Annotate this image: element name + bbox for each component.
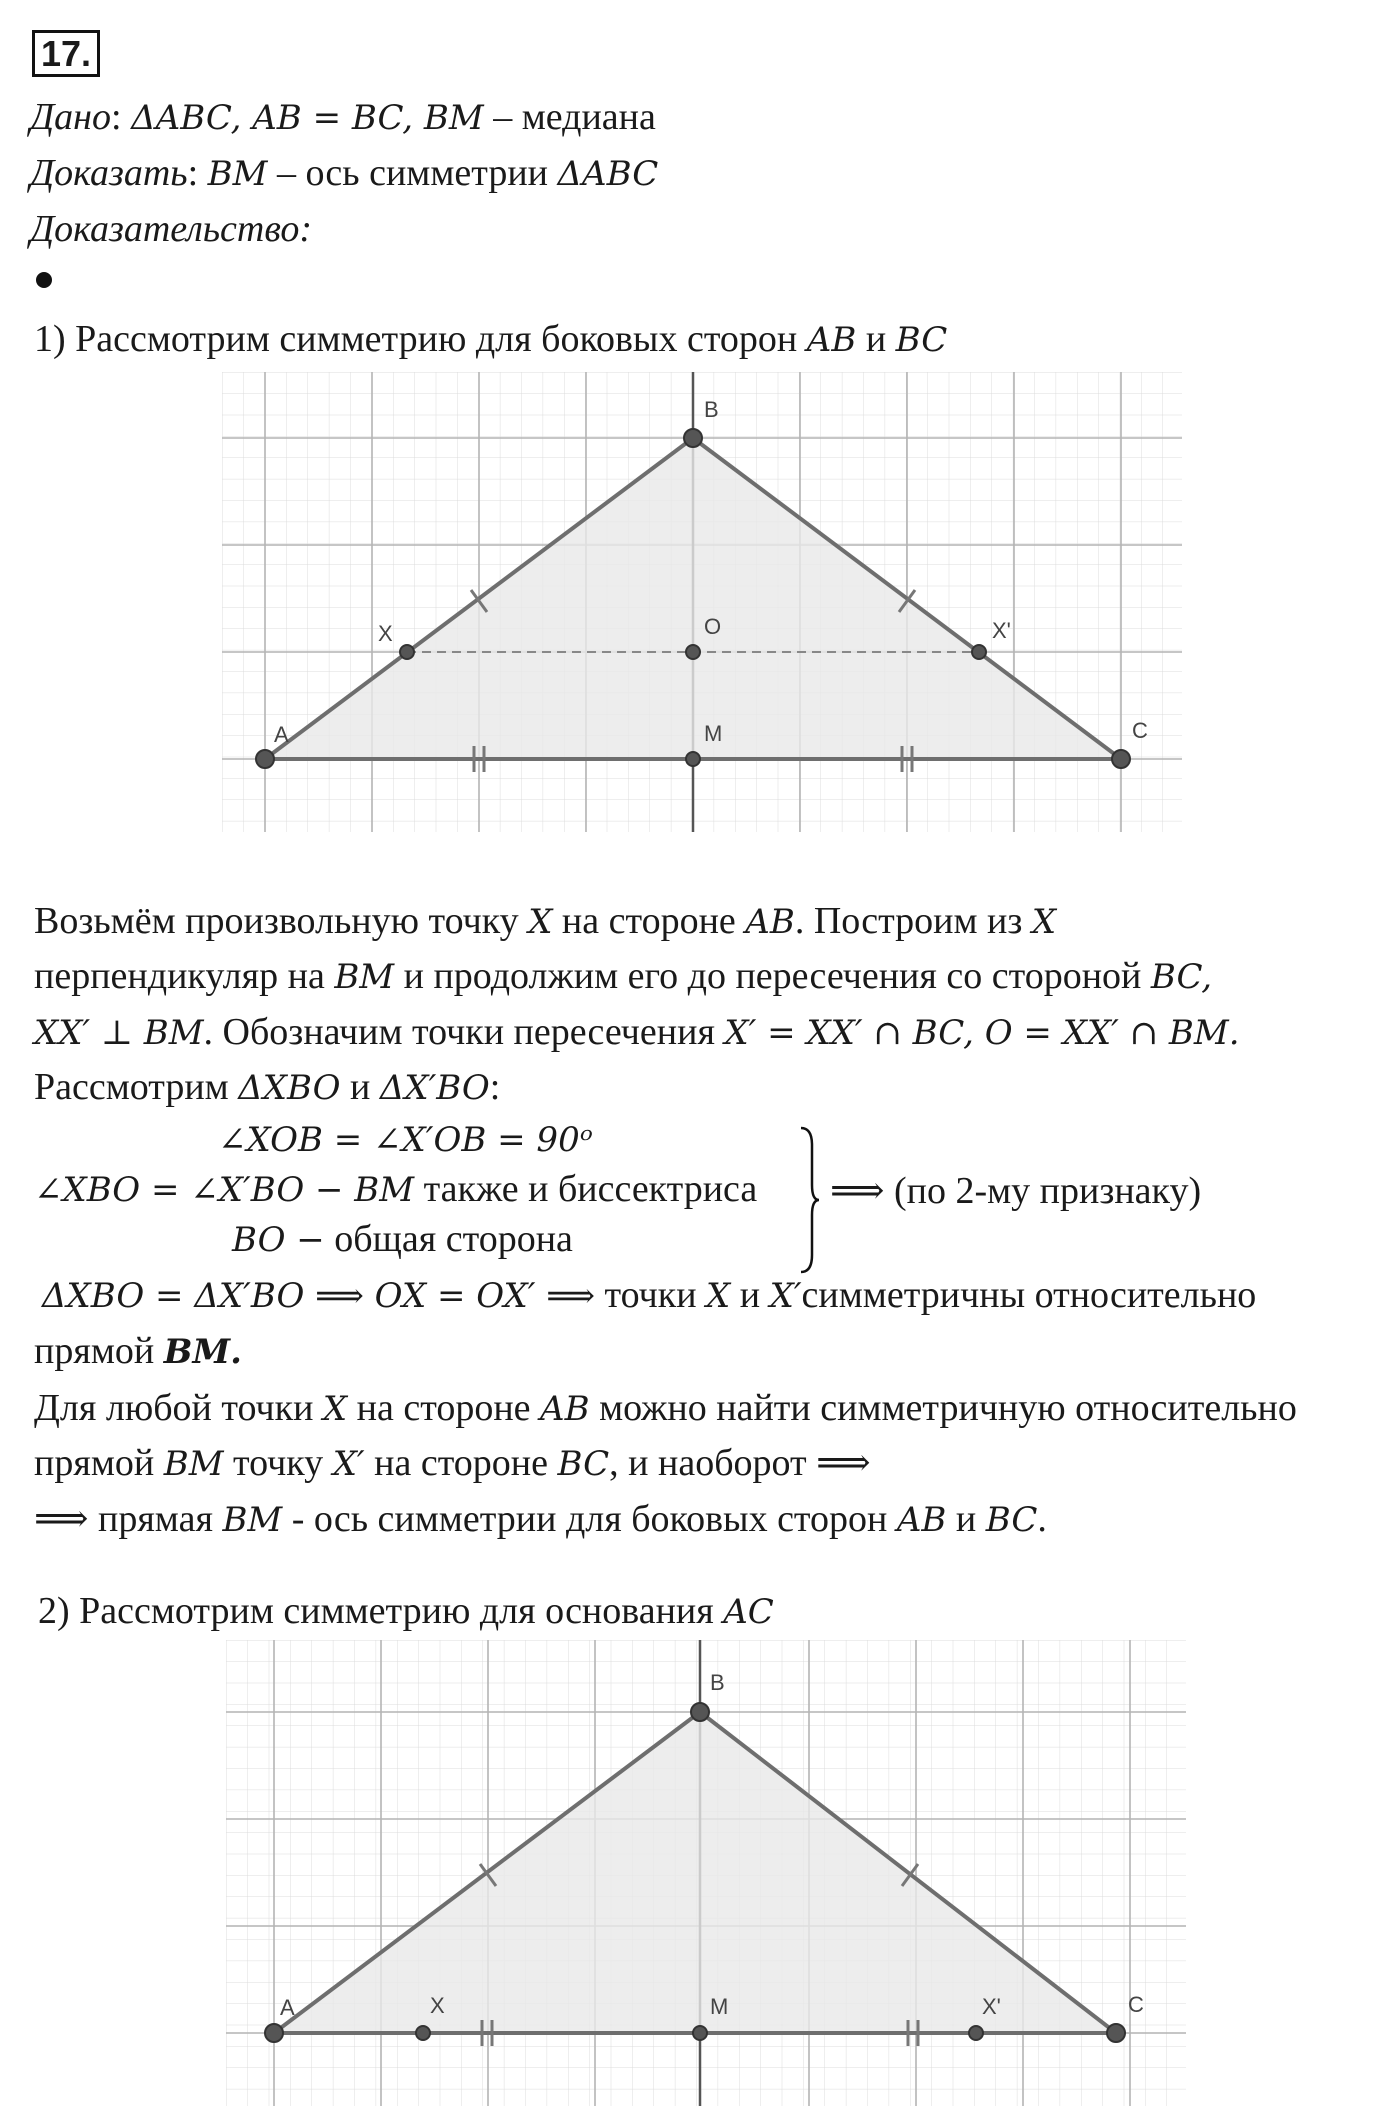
point-m-2 (693, 2026, 707, 2040)
label-m-2: M (710, 1994, 729, 2019)
label-m: M (704, 721, 723, 746)
label-b-2: B (710, 1670, 725, 1695)
para1-line1: Возьмём произвольную точку X на стороне AB. Построим из X (34, 900, 1057, 942)
label-x-2: X (430, 1993, 445, 2018)
point-m (686, 752, 700, 766)
bullet-marker (36, 272, 52, 288)
para3-line1: Для любой точки X на стороне AB можно найти симметричную относительно (34, 1387, 1297, 1429)
right-brace (798, 1125, 820, 1275)
label-x-prime: X' (992, 618, 1011, 643)
label-c: C (1132, 718, 1148, 743)
label-b: B (704, 397, 719, 422)
point-x-2 (416, 2026, 430, 2040)
para3-line2: прямой BM точку X′ на стороне BC, и наоборот ⟹ (34, 1442, 871, 1484)
para1-line2: перпендикуляр на BM и продолжим его до пересечения со стороной BC, (34, 955, 1213, 997)
point-b-2 (691, 1703, 709, 1721)
figure2-triangle-diagram (226, 1640, 1186, 2106)
label-x: X (378, 621, 393, 646)
label-c-2: C (1128, 1992, 1144, 2017)
point-x-prime (972, 645, 986, 659)
para3-line3: ⟹ прямая BM - ось симметрии для боковых сторон AB и BC. (34, 1498, 1047, 1540)
para1-line3: XX′ ⊥ BM. Обозначим точки пересечения X′ = XX′ ∩ BC, O = XX′ ∩ BM. (34, 1011, 1240, 1053)
point-c (1112, 750, 1130, 768)
system-row3: BO − общая сторона (232, 1218, 573, 1260)
point-a (256, 750, 274, 768)
label-a-2: A (280, 1995, 295, 2020)
prove-line: Доказать: BM – ось симметрии ΔABC (30, 152, 659, 194)
system-conclusion: ⟹ (по 2-му признаку) (830, 1170, 1202, 1212)
problem-number: 17. (32, 30, 100, 77)
point-x (400, 645, 414, 659)
point-c-2 (1107, 2024, 1125, 2042)
given-line: Дано: ΔABC, AB = BC, BM – медиана (30, 96, 656, 138)
para1-line4: Рассмотрим ΔXBO и ΔX′BO: (34, 1066, 501, 1108)
figure1-triangle-diagram (222, 372, 1182, 832)
para2-line2: прямой BM. (34, 1330, 242, 1372)
point-x-prime-2 (969, 2026, 983, 2040)
part1-heading: 1) Рассмотрим симметрию для боковых сторон AB и BC (34, 318, 948, 360)
point-b (684, 429, 702, 447)
label-x-prime-2: X' (982, 1994, 1001, 2019)
point-a-2 (265, 2024, 283, 2042)
system-row1: ∠XOB = ∠X′OB = 90ᵒ (218, 1120, 593, 1160)
part2-heading: 2) Рассмотрим симметрию для основания AC (38, 1590, 774, 1632)
system-row2: ∠XBO = ∠X′BO − BM также и биссектриса (34, 1168, 758, 1210)
para2-line1: ΔXBO = ΔX′BO ⟹ OX = OX′ ⟹ точки X и X′симметричны относительно (42, 1274, 1257, 1316)
proof-label: Доказательство: (30, 208, 313, 250)
point-o (686, 645, 700, 659)
label-o: O (704, 614, 722, 639)
label-a: A (274, 722, 289, 747)
